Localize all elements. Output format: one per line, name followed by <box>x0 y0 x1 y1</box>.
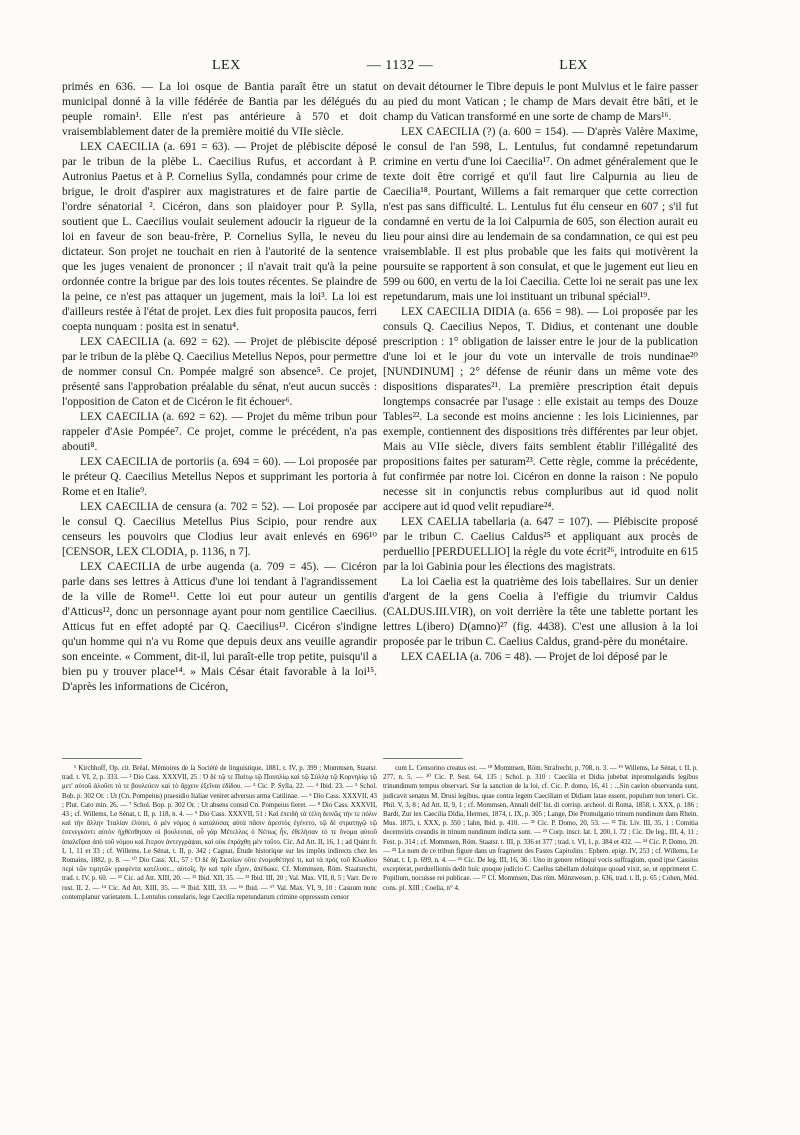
footnote-text: cum L. Censorino creatus est. — ¹⁸ Mommsen, Röm. Strafrecht, p. 708, n. 3. — ¹⁹ Willems, Le Sénat, t. II, p. 277, n. 5. — ²⁰ Cic. P. Sest. 64, 135 ; Schol. p. 310 : Caecilia et Didia jubebat inpromulgandis legibus trinundinum tempus observari. Sur la sanction de la loi, cf. Cic. P. domo, 16, 41 : ...Sin caelon observanda sunt, judicavit senatus M. Drusi legibus, quae contra legem Caeciliam et Didiam latae essent, populum non teneri. Cic. Phil. V, 3, 8 ; Ad Att. II, 9, 1 ; cf. Mommsen, Annali dell' Ist. di corrisp. archeol. di Roma, 1858, t. XXX, p. 186 ; Bardt, Zur lex Caecilia Didia, Hermes, 1874, t. IX, p. 305 ; Lange, Die Promulgatio trinum nundinum dans Rhein. Mus. 1875, t. XXX, p. 350 ; Iahn, Ibid. p. 410. — ²¹ Cic. P. Domo, 20, 53. — ²² Tit. Liv. III, 35, 1 : Comitia decemviris creandis in trinum nundinum indicta sunt. — ²³ Corp. inscr. lat. I, 200, l. 72 ; Cic. De leg., III, 4, 11 ; Fest. p. 314 ; cf. Mommsen, Röm. Staatsr. t. III, p. 336 et 377 ; trad. t. VI, 1, p. 384 et 432. — ²⁴ Cic. P. Domo, 20. — ²⁵ Le nom de ce tribun figure dans un fragment des Fastes Capitolins : Ephem. epigr. IV, 253 ; cf. Willems, Le Sénat, t. I, p. 699, n. 4. — ²⁶ Cic. De leg. III, 16, 36 : Uno in genere relinqui vocis suffragium, quod ipse Cassius excepterat, perduellionis dedit huic quoque judicio C. Caelius tabellam doluitque quoad vixit, se, ut opprimeret C. Popilium, nocuisse rei publicae. — ²⁷ Cf. Mommsen, Das röm. Münzwesen, p. 636, trad. t. II, p. 65 ; Cohen, Méd. cons. pl. XIII ; Coelia, n° 4. <box>383 765 698 892</box>
paragraph: LEX CAECILIA (?) (a. 600 = 154). — D'après Valère Maxime, le consul de l'an 598, L. Lentulus, fut condamné repetundarum crimine en vertu d'une loi Caecilia¹⁷. On admet généralement que le texte doit être corrigé et qu'il faut lire Calpurnia au lieu de Caecilia¹⁸. Pourtant, Willems a fait remarquer que cette correction n'est pas sans difficulté. L. Lentulus fut élu censeur en 607 ; s'il fut condamné en vertu de la loi Calpurnia de 605, son élection aurait eu lieu pour ainsi dire au lendemain de sa condamnation, ce qui est peu vraisemblable. Il est plus probable que les faits qui motivèrent la poursuite se rapportent à son consulat, et que le jugement eut lieu en 599 ou 600, en vertu de la loi Caecilia. Cette loi ne serait pas une lex repetundarum, mais une loi instituant un tribunal spécial¹⁹. <box>383 126 698 303</box>
paragraph: LEX CAECILIA de portoriis (a. 694 = 60). — Loi proposée par le préteur Q. Caecilius Metellus Nepos et supprimant les portoria à Rome et en Italie⁹. <box>62 456 377 498</box>
paragraph: LEX CAECILIA DIDIA (a. 656 = 98). — Loi proposée par les consuls Q. Caecilius Nepos, T. Didius, et contenant une double prescription : 1° obligation de laisser entre le jour de la publication d'une loi et le jour du vote un intervalle de trois nundinae²⁰ [NUNDINUM] ; 2° défense de réunir dans un même vote des dispositions disparates²¹. La première prescription était depuis longtemps consacrée par l'usage : elle existait au temps des Douze Tables²². La seconde est moins ancienne : les lois Liciniennes, par exemple, contiennent des dispositions très différentes par leur objet. Mais au VIIe siècle, divers faits semblent établir l'illégalité des propositions faites per saturam²³. Cette règle, comme la précédente, fut confirmée par notre loi. Cicéron en donne la raison : Ne populo necesse sit in conjunctis rebus compluribus aut id quod nolit accipere aut id quod velit repudiare²⁴. <box>383 306 698 513</box>
paragraph: primés en 636. — La loi osque de Bantia paraît être un statut municipal donné à la ville fédérée de Bantia par les délégués du peuple romain¹. Elle n'est pas antérieure à 570 et doit vraisemblablement dater de la première moitié du VIIe siècle. <box>62 81 377 138</box>
paragraph: La loi Caelia est la quatrième des lois tabellaires. Sur un denier d'argent de la gens Coelia à l'effigie du triumvir Caldus (CALDUS.III.VIR), on voit derrière la tête une tablette portant les lettres L(ibero) D(amno)²⁷ (fig. 4438). C'est une allusion à la loi proposée par le tribun C. Caelius Caldus, grand-père du monétaire. <box>383 576 698 648</box>
paragraph: LEX CAECILIA de censura (a. 702 = 52). — Loi proposée par le consul Q. Caecilius Metellus Pius Scipio, pour rendre aux censeurs les pouvoirs que Clodius leur avait enlevés en 696¹⁰ [CENSOR, LEX CLODIA, p. 1136, n 7]. <box>62 501 377 558</box>
footnote-text: ¹ Kirchhoff, Op. cit. Bréal, Mémoires de la Société de linguistique, 1881, t. IV, p. 399 ; Mommsen, Staatsr. trad. t. VI, 2, p. 333. — ² Dio Cass. XXXVII, 25 : Ὁ δὲ τῷ τε Παίτῳ τῷ Πουπλίῳ καὶ τῷ Σύλλᾳ τῷ Κορνηλίῳ τῷ μετ' αὐτοῦ ἁλοῦσι τό τε βουλεύειν καὶ τὸ ἄρχειν ἐξεῖναι ἐδίδου. — ³ Cic. P. Sylla, 22. — ⁴ Ibid. 23. — ⁵ Schol. Bob. p. 302 Or. : Ut (Cn. Pompeius) praesidio Italiae veniret adversus arma Catilinae. — ⁶ Dio Cass. XXXVII, 43 ; Plut. Cato min. 26. — ⁷ Schol. Bop. p. 302 Or. : Ut absens consul Cn. Pompeius fieret. — ⁸ Dio Cass. XXXVII, 43 ; cf. Willems, Le Sénat, t. II, p. 118, n. 4. — ⁹ Dio Cass. XXXVII, 51 : Καὶ ἐπειδὴ τὰ τέλη δεινῶς τήν τε πόλιν καὶ τὴν ἄλλην Ἰταλίαν ἐλύπει, ὁ μὲν νόμος ὁ καταλύσας αὐτὰ πᾶσιν ἀρεστὸς ἐγένετο, τῷ δὲ στρατηγῷ τῷ ἐσενεγκόντι αὐτὸν ἠχθέσθησαν οἱ βουλευταί, οὗ γὰρ Μέτελλος ὁ Νέπως ἦν, ἐθελήσαν τό τε ὄνομα αὐτοῦ ἀπαλεῖψαι ἀπὸ τοῦ νόμου καὶ ἕτερον ἀντεγγράψαι, καὶ οὐκ ἐπράχθη μὲν τοῦτο. Cic. Ad Att. II, 16, 1 ; ad Quint fr. I, 1, 11 et 33 ; cf. Willems, Le Sénat, t. II, p. 342 ; Cagnat, Étude historique sur les impôts indirects chez les Romains, 1882, p. 8. — ¹⁰ Dio Cass. XL, 57 : Ὁ δὲ δὴ Σκιπίων οὔτε ἐνομοθέτησέ τι, καὶ τὰ πρὸς τοῦ Κλωδίου περὶ τῶν τιμητῶν γραφέντα κατέλυσε... αὐτοῖς, ἣν καὶ πρὶν εἶχον, ἀπέδωκε. Cf. Mommsen, Röm. Staatsrecht, trad. t. IV, p. 60. — ¹¹ Cic. ad Att. XIII, 20. — ¹² Ibid. XII, 35. — ¹³ Ibid. III, 20 ; Val. Max. VII, 8, 5 ; Varr. De re rust. II, 2. — ¹⁴ Cic. Ad Att. XIII, 35. — ¹⁵ Ibid. XIII, 33. — ¹⁶ Ibid. — ¹⁷ Val. Max. VI, 9, 10 : Casuum nunc contemplanur varietatem. L. Lentulus consularis, lege Caecilia repetundarum crimine oppressum censor <box>62 765 377 901</box>
header-right: LEX <box>559 58 588 73</box>
footnote-rule-right <box>383 758 463 759</box>
paragraph: on devait détourner le Tibre depuis le pont Mulvius et le faire passer au pied du mont Vatican ; le champ de Mars devait être bâti, et le champ du Vatican transformé en une sorte de champ de Mars¹⁶. <box>383 81 698 123</box>
right-column <box>383 80 698 665</box>
paragraph: LEX CAELIA tabellaria (a. 647 = 107). — Plébiscite proposé par le tribun C. Caelius Caldus²⁵ et appliquant aux procès de perduellio [PERDUELLIO] la règle du vote écrit²⁶, introduite en 615 par la loi Gabinia pour les élections des magistrats. <box>383 516 698 573</box>
left-column <box>62 80 377 695</box>
header-left: LEX <box>212 58 241 73</box>
paragraph: LEX CAECILIA (a. 692 = 62). — Projet de plébiscite déposé par le tribun de la plèbe Q. Caecilius Metellus Nepos, pour permettre de nommer consul Cn. Pompée malgré son absence⁵. Ce projet, présenté sans l'approbation préalable du sénat, n'eut aucun succès : l'opposition de Caton et de Cicéron le fit échouer⁶. <box>62 336 377 408</box>
paragraph: LEX CAECILIA (a. 691 = 63). — Projet de plébiscite déposé par le tribun de la plèbe L. Caecilius Rufus, et accordant à P. Autronius Paetus et à P. Cornelius Sylla, condamnés pour crime de brigue, le droit d'aspirer aux magistratures et de faire partie de l'ordre sénatorial ². Cicéron, dans son plaidoyer pour P. Sylla, soutient que L. Caecilius voulait seulement adoucir la rigueur de la loi en faveur de son beau-frère, P. Cornelius Sylla, le neveu du dictateur. Son projet ne touchait en rien à l'autorité de la sentence que les juges venaient de prononcer ; il n'avait trait qu'à la peine ordonnée contre la brigue par des lois toutes récentes. Se plaindre de la peine, ce n'est pas attaquer un jugement, mais la loi³. La loi est d'ailleurs restée à l'état de projet. Lex dies fuit proposita paucos, ferri coepta nunquam : posita est in senatu⁴. <box>62 141 377 333</box>
footnotes-right <box>383 764 698 893</box>
page-header <box>62 58 738 78</box>
paragraph: LEX CAECILIA (a. 692 = 62). — Projet du même tribun pour rappeler d'Asie Pompée⁷. Ce projet, comme le précédent, n'a pas abouti⁸. <box>62 411 377 453</box>
footnote-rule-left <box>62 758 142 759</box>
page-number: — 1132 — <box>366 58 434 73</box>
paragraph: LEX CAELIA (a. 706 = 48). — Projet de loi déposé par le <box>401 651 668 663</box>
footnotes-left <box>62 764 377 902</box>
paragraph: LEX CAECILIA de urbe augenda (a. 709 = 45). — Cicéron parle dans ses lettres à Atticus d'une loi tendant à l'agrandissement de la ville de Rome¹¹. Cette loi eut pour auteur un gentilis d'Atticus¹², donc un personnage ayant pour nom gentilice Caecilius. Atticus fut en effet adopté par Q. Caecilius¹³. Cicéron s'indigne qu'un homme qui n'a vu Rome que depuis deux ans veuille agrandir son enceinte. « Comment, dit-il, lui paraît-elle trop petite, puisqu'il a bien pu y trouver place¹⁴. » Mais César était favorable à la loi¹⁵. D'après les informations de Cicéron, <box>62 561 377 693</box>
